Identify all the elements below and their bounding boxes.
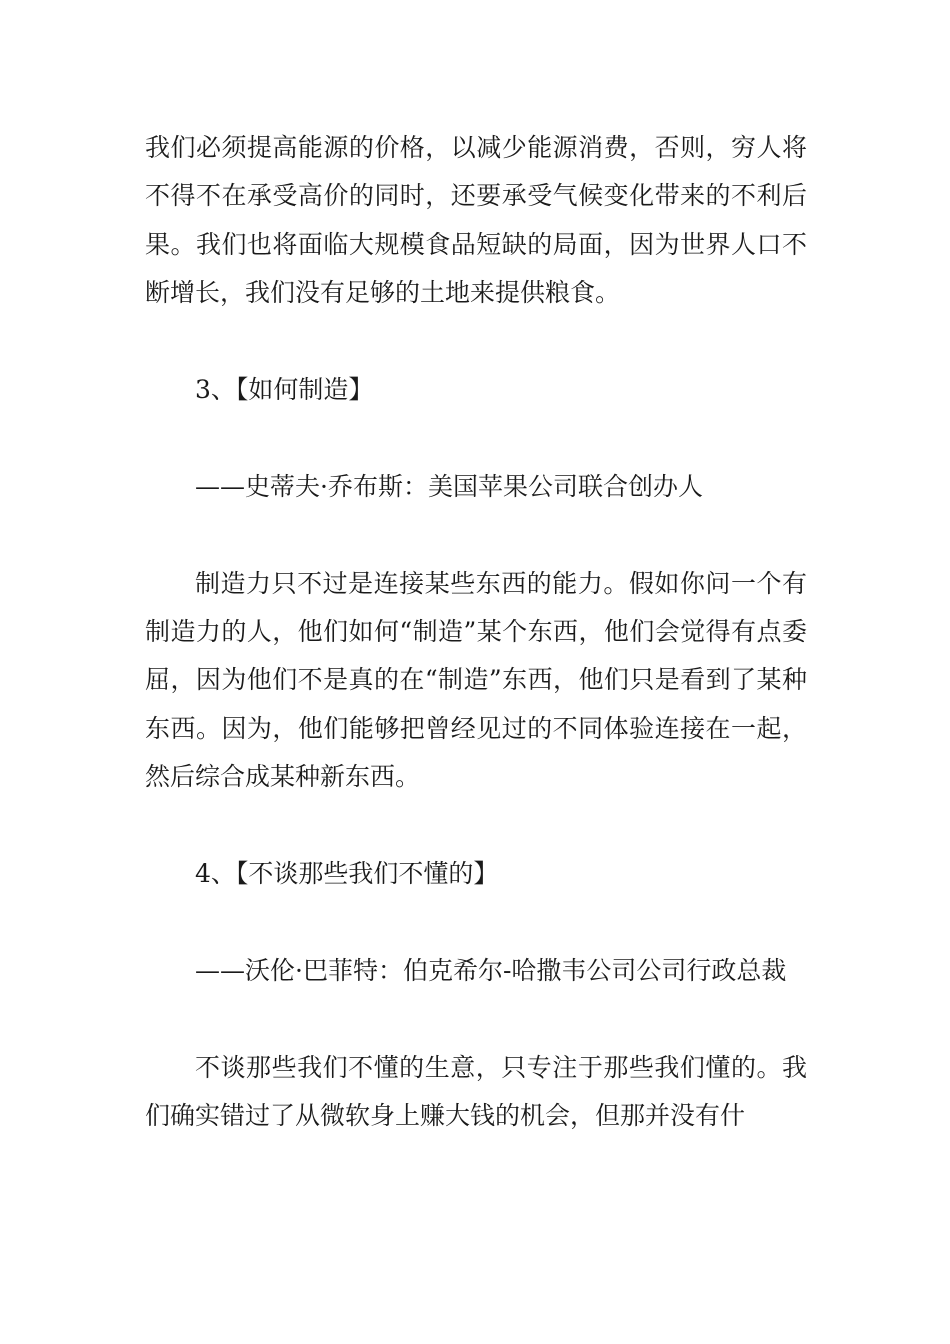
paragraph-creativity: 制造力只不过是连接某些东西的能力。假如你问一个有制造力的人，他们如何“制造”某个东西，他们会觉得有点委屈，因为他们不是真的在“制造”东西，他们只是看到了某种东西。因为，他们能够把曾经见过的不同体验连接在一起，然后综合成某种新东西。 <box>145 568 807 792</box>
paragraph-spacer <box>145 802 807 850</box>
paragraph-business-focus: 不谈那些我们不懂的生意，只专注于那些我们懂的。我们确实错过了从微软身上赚大钱的机会，但那并没有什 <box>145 1052 807 1131</box>
heading-how-to-create: 3、【如何制造】 <box>195 375 374 405</box>
paragraph-spacer <box>145 414 807 462</box>
paragraph-spacer <box>145 318 807 366</box>
attribution-steve-jobs: ——史蒂夫·乔布斯：美国苹果公司联合创办人 <box>195 471 703 501</box>
paragraph-spacer <box>145 995 807 1043</box>
document-page <box>145 124 807 1140</box>
paragraph-spacer <box>145 898 807 946</box>
paragraph-energy-prices: 我们必须提高能源的价格，以减少能源消费，否则，穷人将不得不在承受高价的同时，还要承受气候变化带来的不利后果。我们也将面临大规模食品短缺的局面，因为世界人口不断增长，我们没有足够的土地来提供粮食。 <box>145 133 807 308</box>
attribution-warren-buffett: ——沃伦·巴菲特：伯克希尔-哈撒韦公司公司行政总裁 <box>195 955 787 985</box>
paragraph-spacer <box>145 511 807 559</box>
heading-dont-talk-about: 4、【不谈那些我们不懂的】 <box>195 859 499 889</box>
